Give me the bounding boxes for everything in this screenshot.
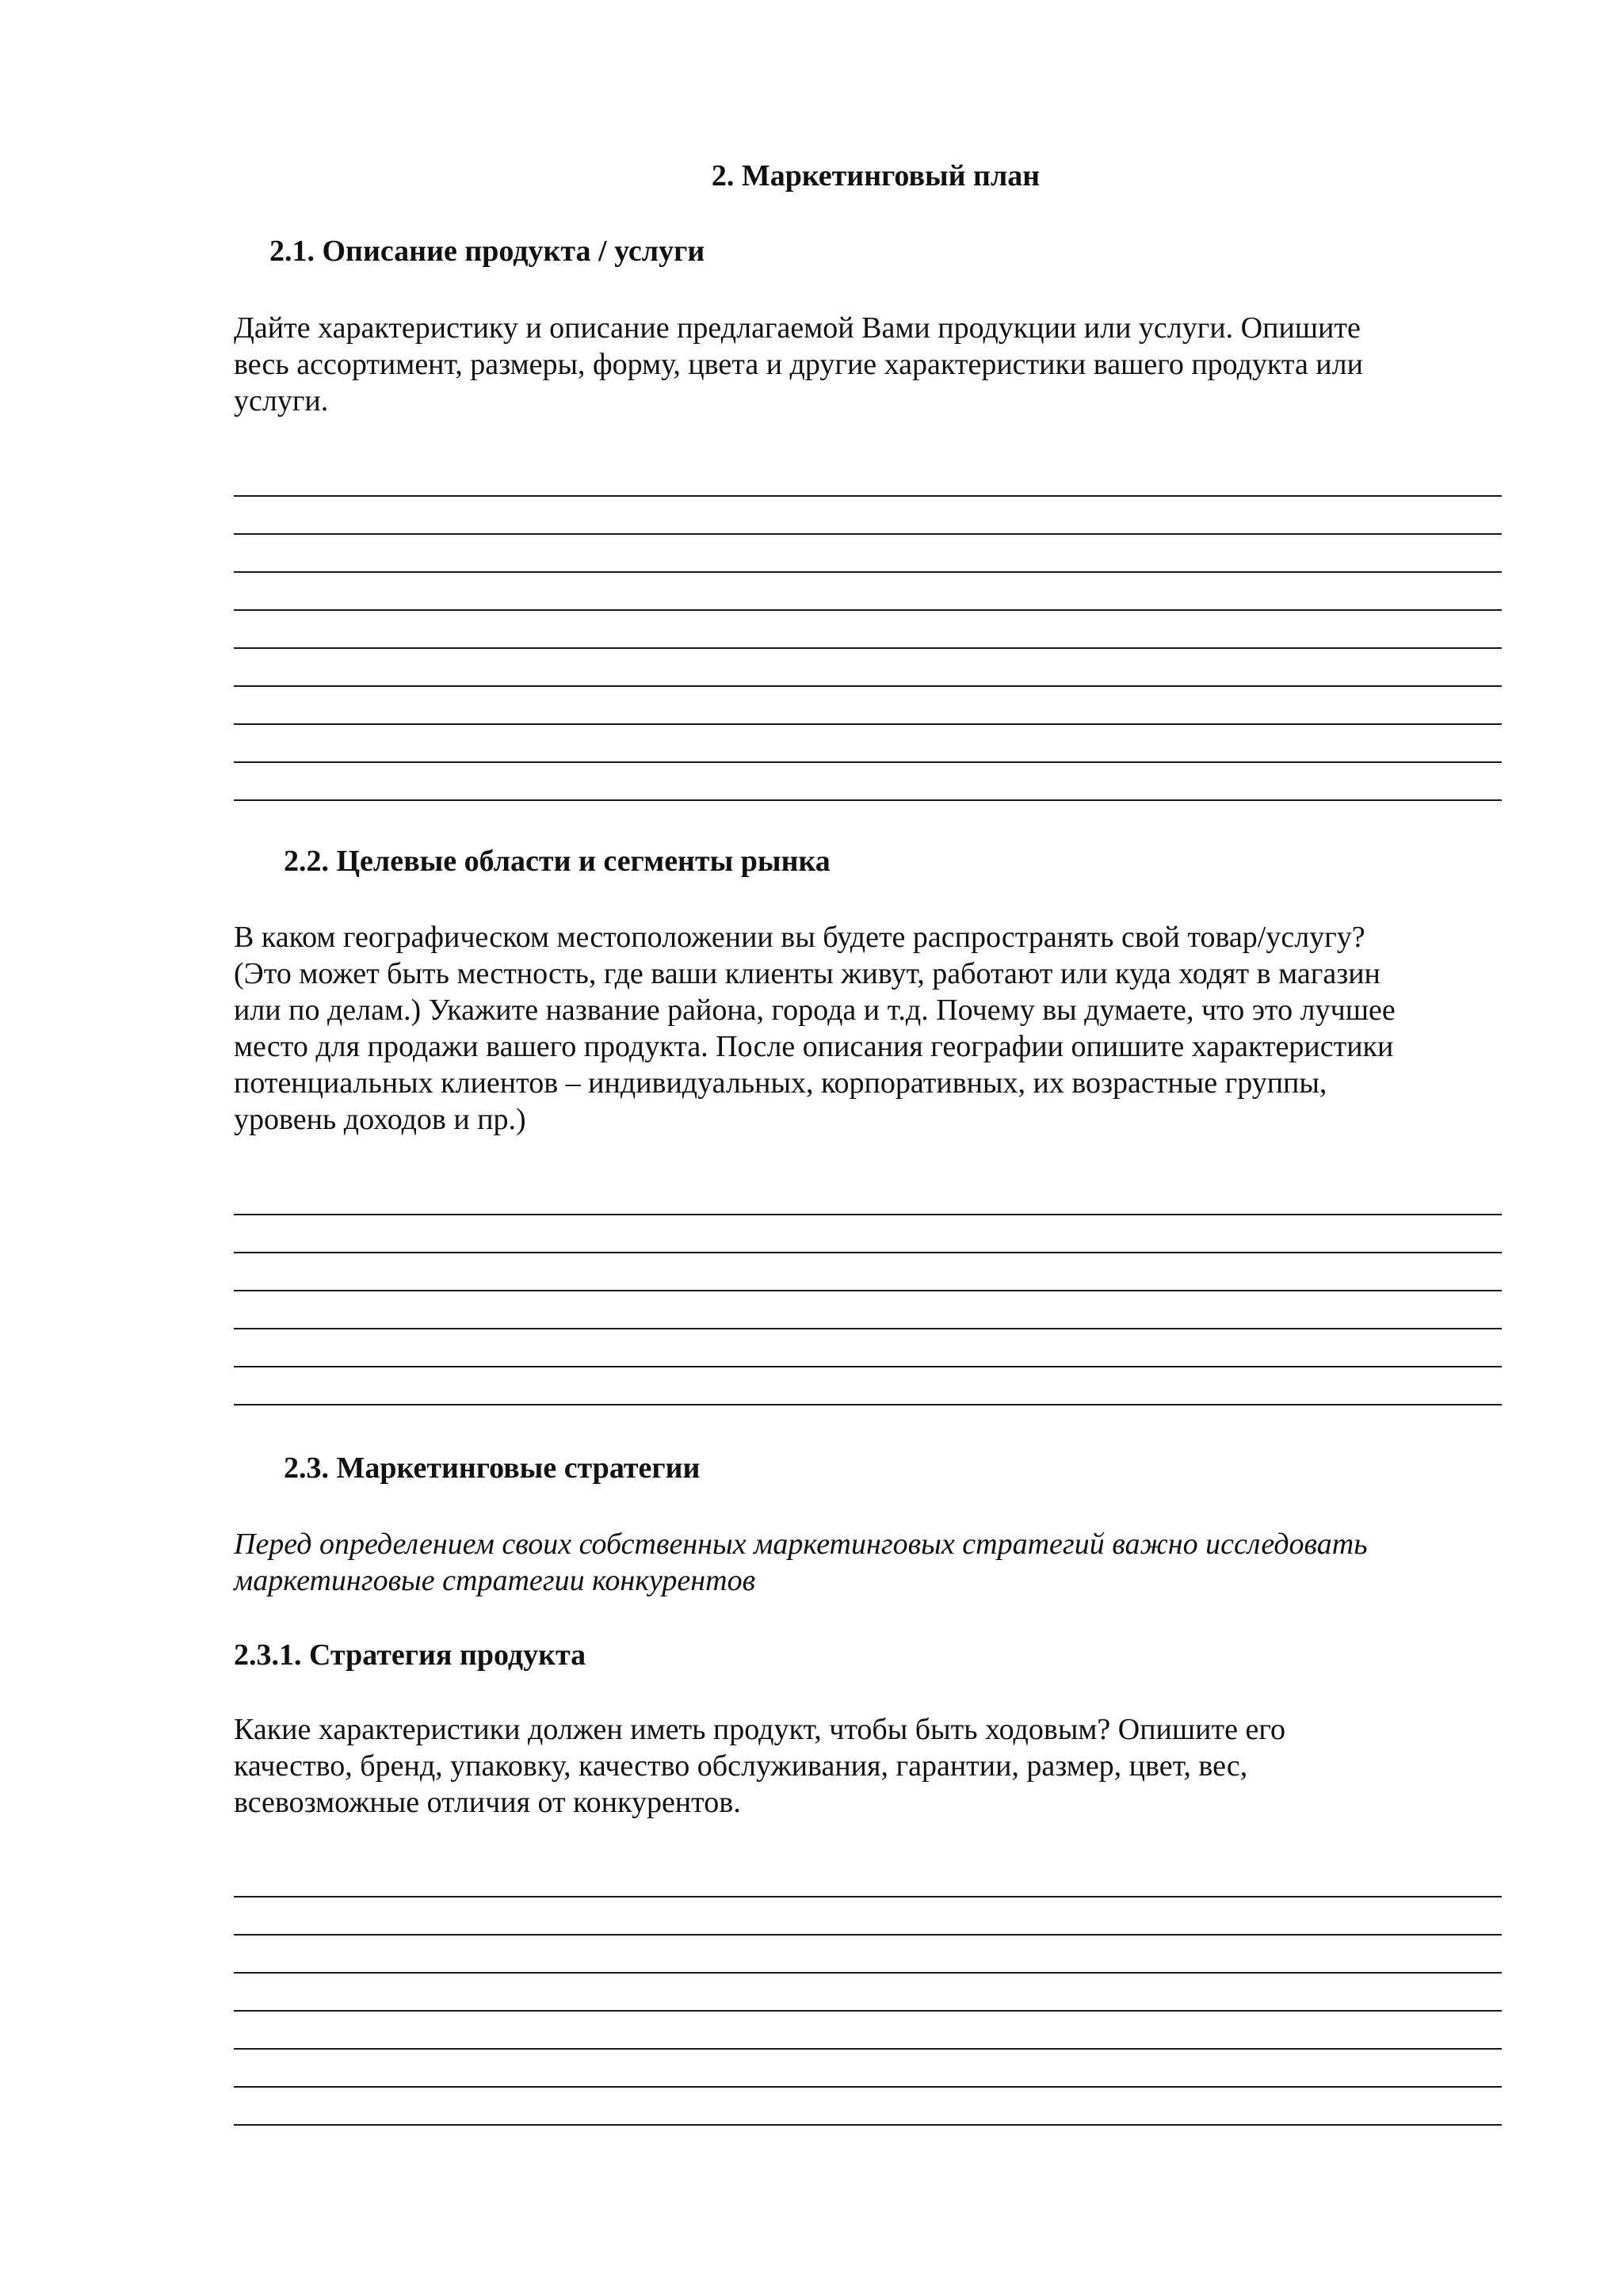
section-heading-2-2: 2.2. Целевые области и сегменты рынка: [284, 845, 831, 878]
answer-line[interactable]: [234, 723, 1502, 725]
answer-line[interactable]: [234, 685, 1502, 687]
answer-lines-2-2[interactable]: [234, 1214, 1502, 1442]
paragraph-line: качество, бренд, упаковку, качество обслуживания, гарантии, размер, цвет, вес,: [234, 1749, 1248, 1783]
answer-line[interactable]: [234, 2086, 1502, 2088]
section-2-2-description: [234, 919, 1533, 1138]
paragraph-line: уровень доходов и пр.): [234, 1103, 526, 1136]
paragraph-line: Дайте характеристику и описание предлагаемой Вами продукции или услуги. Опишите: [234, 311, 1361, 345]
answer-line[interactable]: [234, 2124, 1502, 2126]
page-title: 2. Маркетинговый план: [711, 159, 1041, 193]
answer-line[interactable]: [234, 647, 1502, 649]
section-2-1-description: [234, 310, 1533, 419]
paragraph-line: всевозможные отличия от конкурентов.: [234, 1786, 741, 1819]
paragraph-line: Какие характеристики должен иметь продукт, чтобы быть ходовым? Опишите его: [234, 1713, 1285, 1746]
answer-line[interactable]: [234, 1896, 1502, 1897]
section-heading-2-3: 2.3. Маркетинговые стратегии: [284, 1451, 701, 1485]
answer-line[interactable]: [234, 2048, 1502, 2050]
answer-line[interactable]: [234, 533, 1502, 535]
section-2-3-note: [234, 1526, 1533, 1599]
answer-line[interactable]: [234, 571, 1502, 573]
answer-line[interactable]: [234, 1252, 1502, 1253]
answer-line[interactable]: [234, 1934, 1502, 1936]
answer-line[interactable]: [234, 2010, 1502, 2012]
paragraph-line: место для продажи вашего продукта. После описания географии опишите характеристики: [234, 1030, 1394, 1063]
answer-line[interactable]: [234, 1328, 1502, 1329]
paragraph-line: весь ассортимент, размеры, форму, цвета и другие характеристики вашего продукта или: [234, 348, 1363, 381]
section-heading-2-3-1: 2.3.1. Стратегия продукта: [234, 1638, 586, 1672]
section-heading-2-1: 2.1. Описание продукта / услуги: [269, 235, 705, 268]
answer-line[interactable]: [234, 1214, 1502, 1215]
answer-line[interactable]: [234, 799, 1502, 801]
section-2-3-1-description: [234, 1711, 1533, 1821]
answer-line[interactable]: [234, 1972, 1502, 1974]
answer-lines-2-3-1[interactable]: [234, 1896, 1502, 2162]
answer-line[interactable]: [234, 1366, 1502, 1367]
answer-line[interactable]: [234, 609, 1502, 611]
italic-line: Перед определением своих собственных маркетинговых стратегий важно исследовать: [234, 1527, 1368, 1561]
answer-line[interactable]: [234, 495, 1502, 497]
paragraph-line: потенциальных клиентов – индивидуальных, корпоративных, их возрастные группы,: [234, 1066, 1327, 1100]
answer-lines-2-1[interactable]: [234, 495, 1502, 837]
paragraph-line: (Это может быть местность, где ваши клиенты живут, работают или куда ходят в магазин: [234, 957, 1381, 990]
italic-line: маркетинговые стратегии конкурентов: [234, 1564, 756, 1597]
paragraph-line: или по делам.) Укажите название района, города и т.д. Почему вы думаете, что это лучшее: [234, 994, 1396, 1027]
answer-line[interactable]: [234, 1404, 1502, 1405]
answer-line[interactable]: [234, 1290, 1502, 1291]
answer-line[interactable]: [234, 761, 1502, 763]
paragraph-line: В каком географическом местоположении вы будете распространять свой товар/услугу?: [234, 921, 1365, 954]
paragraph-line: услуги.: [234, 384, 329, 418]
